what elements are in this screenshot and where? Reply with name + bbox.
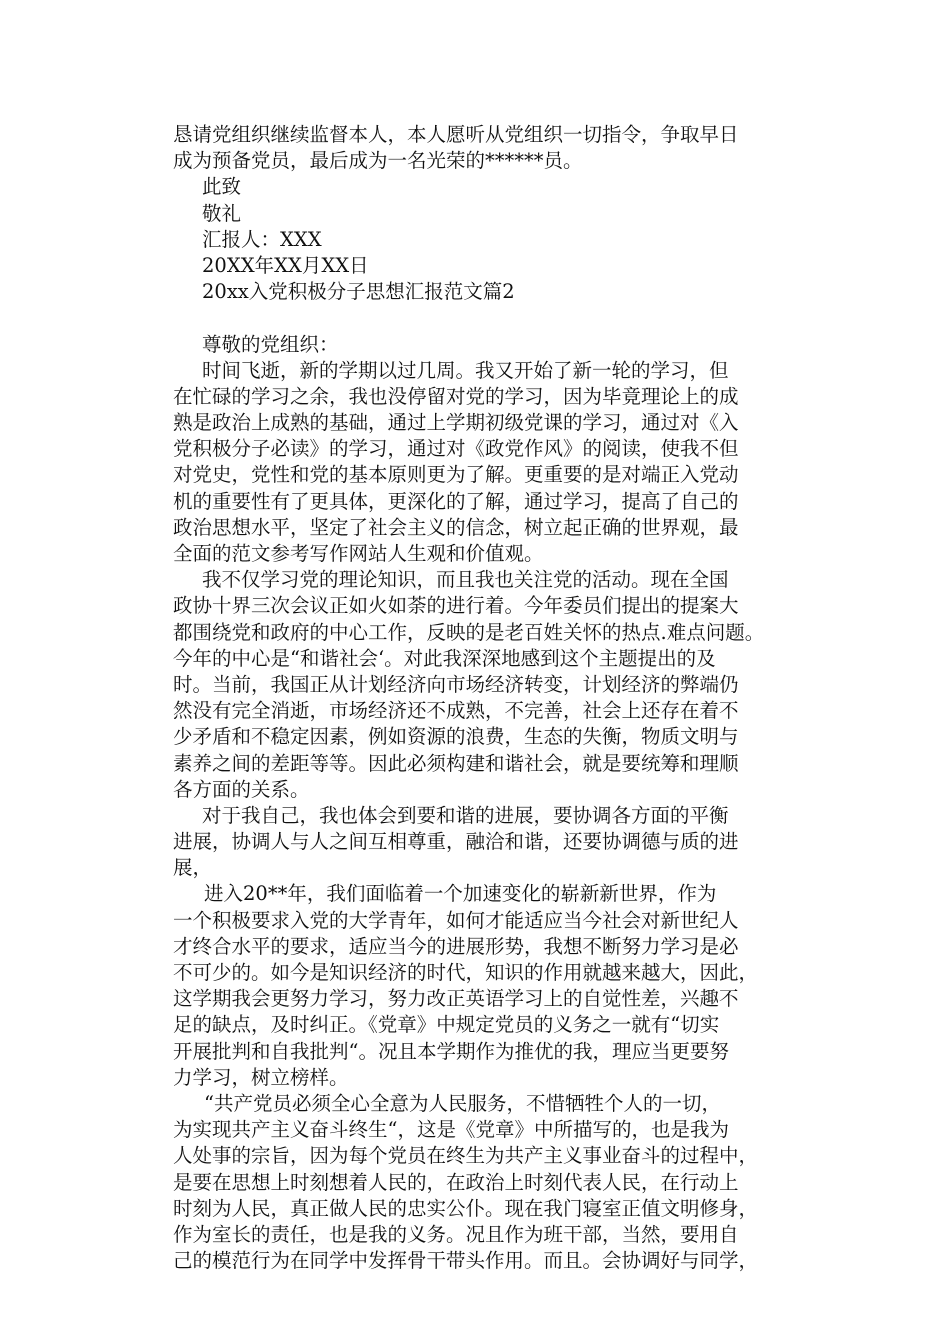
text-line: 不可少的。如今是知识经济的时代，知识的作用就越来越大，因此，: [173, 961, 759, 984]
text-line: 政治思想水平，坚定了社会主义的信念，树立起正确的世界观，最: [173, 515, 739, 539]
salutation-line: 此致: [202, 175, 242, 199]
text-line: 人处事的宗旨，因为每个党员在终生为共产主义事业奋斗的过程中，: [173, 1144, 759, 1168]
text-line: 足的缺点，及时纠正。《党章》中规定党员的义务之一就有“切实: [173, 1013, 720, 1037]
salutation-line: 敬礼: [202, 201, 242, 225]
text-line: 机的重要性有了更具体，更深化的了解，通过学习，提高了自己的: [173, 489, 739, 513]
blank-line: [173, 305, 823, 331]
text-line: 力学习，树立榜样。: [173, 1065, 349, 1089]
text-line: 成为预备党员，最后成为一名光荣的******员。: [173, 149, 583, 173]
text-line: 作为室长的责任，也是我的义务。况且作为班干部，当然，要用自: [173, 1222, 739, 1246]
paragraph-start: 进入20**年，我们面临着一个加速变化的崭新新世界，作为: [204, 882, 717, 906]
paragraph-start: 对于我自己，我也体会到要和谐的进展，要协调各方面的平衡: [202, 803, 729, 827]
text-line: 己的模范行为在同学中发挥骨干带头作用。而且。会协调好与同学，: [173, 1249, 759, 1273]
text-line: 才终合水平的要求，适应当今的进展形势，我想不断努力学习是必: [173, 934, 739, 958]
text-line: [173, 1274, 823, 1300]
text-line: 展，: [173, 856, 213, 880]
text-line: 然没有完全消逝，市场经济还不成熟，不完善，社会上还存在着不: [173, 699, 739, 723]
text-line: 全面的范文参考写作网站人生观和价值观。: [173, 542, 544, 565]
text-line: 开展批判和自我批判“。况且本学期作为推优的我，理应当更要努: [173, 1039, 729, 1063]
paragraph-start: 我不仅学习党的理论知识，而且我也关注党的活动。现在全国: [202, 568, 729, 592]
text-line: 都围绕党和政府的中心工作，反映的是老百姓关怀的热点.难点问题。: [173, 620, 765, 644]
date-line: 20XX年XX月XX日: [202, 253, 369, 277]
text-line: 今年的中心是“和谐社会‘。对此我深深地感到这个主题提出的及: [173, 646, 716, 670]
text-line: 这学期我会更努力学习，努力改正英语学习上的自觉性差，兴趣不: [173, 987, 739, 1011]
text-line: 熟是政治上成熟的基础，通过上学期初级党课的学习，通过对《入: [173, 411, 739, 435]
reporter-line: 汇报人：XXX: [202, 227, 322, 251]
text-line: 时。当前，我国正从计划经济向市场经济转变，计划经济的弊端仍: [173, 672, 739, 696]
text-line: 素养之间的差距等等。因此必须构建和谐社会，就是要统筹和理顺: [173, 751, 739, 775]
text-line: 进展，协调人与人之间互相尊重，融洽和谐，还要协调德与质的进: [173, 830, 739, 854]
text-line: 为实现共产主义奋斗终生“，这是《党章》中所描写的，也是我为: [173, 1118, 729, 1142]
text-line: 对党史，党性和党的基本原则更为了解。更重要的是对端正入党动: [173, 463, 739, 487]
document-body: [173, 122, 823, 1300]
text-line: 少矛盾和不稳定因素，例如资源的浪费，生态的失衡，物质文明与: [173, 725, 739, 749]
section-title: 20xx入党积极分子思想汇报范文篇2: [202, 280, 515, 304]
text-line: 一个积极要求入党的大学青年，如何才能适应当今社会对新世纪人: [173, 908, 739, 932]
paragraph-start: “共产党员必须全心全意为人民服务，不惜牺牲个人的一切，: [204, 1091, 721, 1115]
text-line: 是要在思想上时刻想着人民的，在政治上时刻代表人民，在行动上: [173, 1170, 739, 1194]
text-line: 政协十界三次会议正如火如荼的进行着。今年委员们提出的提案大: [173, 594, 739, 618]
paragraph-start: 时间飞逝，新的学期以过几周。我又开始了新一轮的学习，但: [202, 358, 729, 382]
text-line: 在忙碌的学习之余，我也没停留对党的学习，因为毕竟理论上的成: [173, 384, 739, 408]
text-line: 时刻为人民，真正做人民的忠实公仆。现在我门寝室正值文明修身，: [173, 1196, 759, 1220]
text-line: 恳请党组织继续监督本人，本人愿听从党组织一切指令，争取早日: [173, 123, 739, 146]
text-line: 党积极分子必读》的学习，通过对《政党作风》的阅读，使我不但: [173, 437, 739, 461]
greeting-line: 尊敬的党组织：: [202, 332, 339, 356]
text-line: 各方面的关系。: [173, 777, 310, 801]
